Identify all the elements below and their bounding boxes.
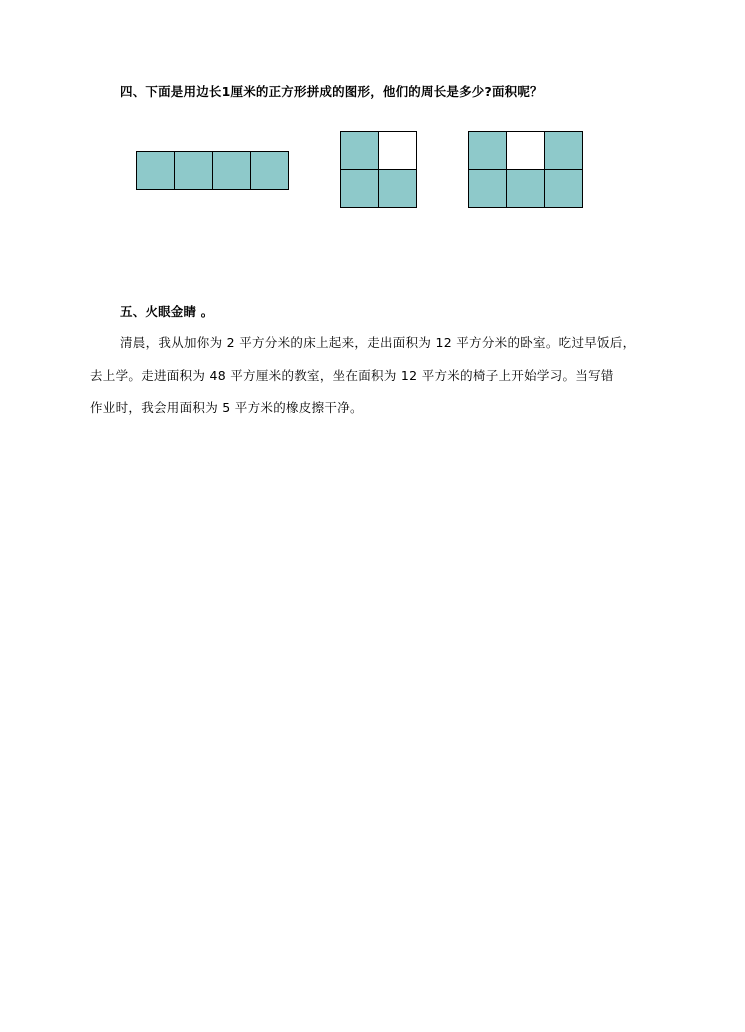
square-cell <box>213 152 250 189</box>
square-cell <box>545 132 582 169</box>
question-5-title: 五、火眼金睛 。 <box>120 304 214 319</box>
square-cell <box>175 152 212 189</box>
square-cell <box>251 152 288 189</box>
square-cell <box>469 132 506 169</box>
square-cell <box>379 170 416 207</box>
square-cell <box>469 170 506 207</box>
square-cell <box>507 170 544 207</box>
figure-1-four-squares-row <box>136 151 289 190</box>
question-4-title: 四、下面是用边长1厘米的正方形拼成的图形，他们的周长是多少?面积呢？ <box>120 84 543 99</box>
paragraph-line-1: 清晨，我从加你为 2 平方分米的床上起来，走出面积为 12 平方分米的卧室。吃过早饭后， <box>120 335 636 350</box>
empty-cell <box>379 132 416 169</box>
square-cell <box>341 132 378 169</box>
square-cell <box>137 152 174 189</box>
paragraph-line-3: 作业时，我会用面积为 5 平方米的橡皮擦干净。 <box>90 400 363 415</box>
paragraph-line-2: 去上学。走进面积为 48 平方厘米的教室，坐在面积为 12 平方米的椅子上开始学习。当写错 <box>90 368 614 383</box>
square-cell <box>341 170 378 207</box>
empty-cell <box>507 132 544 169</box>
figure-3-u-shape <box>468 131 583 208</box>
figure-2-l-shape <box>340 131 417 208</box>
square-cell <box>545 170 582 207</box>
